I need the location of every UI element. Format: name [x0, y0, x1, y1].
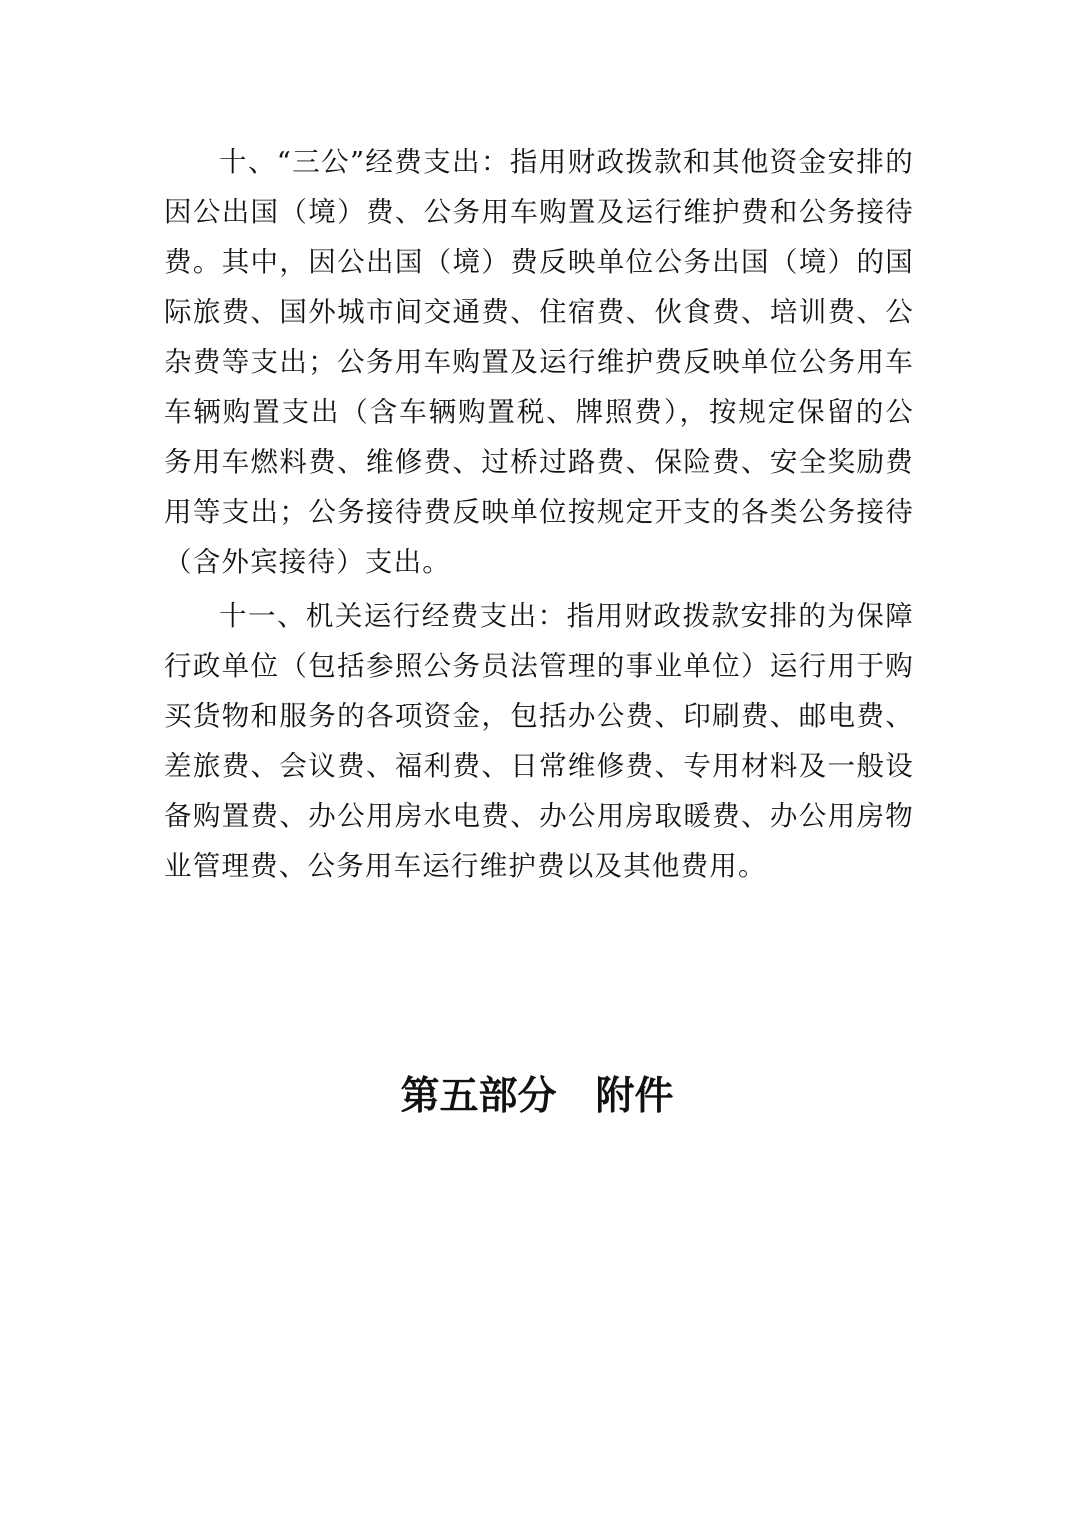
paragraph-agency-operating-expenses: 十一、机关运行经费支出：指用财政拨款安排的为保障行政单位（包括参照公务员法管理的事业单位）运行用于购买货物和服务的各项资金，包括办公费、印刷费、邮电费、差旅费、会议费、福利费、日常维修费、专用材料及一般设备购置费、办公用房水电费、办公用房取暖费、办公用房物业管理费、公务用车运行维护费以及其他费用。: [164, 600, 914, 882]
section-heading: 第五部分 附件: [400, 1073, 674, 1119]
paragraph-three-public-expenses: 十、“三公”经费支出：指用财政拨款和其他资金安排的因公出国（境）费、公务用车购置及运行维护费和公务接待费。其中，因公出国（境）费反映单位公务出国（境）的国际旅费、国外城市间交通费、住宿费、伙食费、培训费、公杂费等支出；公务用车购置及运行维护费反映单位公务用车车辆购置支出（含车辆购置税、牌照费），按规定保留的公务用车燃料费、维修费、过桥过路费、保险费、安全奖励费用等支出；公务接待费反映单位按规定开支的各类公务接待（含外宾接待）支出。: [164, 146, 914, 578]
